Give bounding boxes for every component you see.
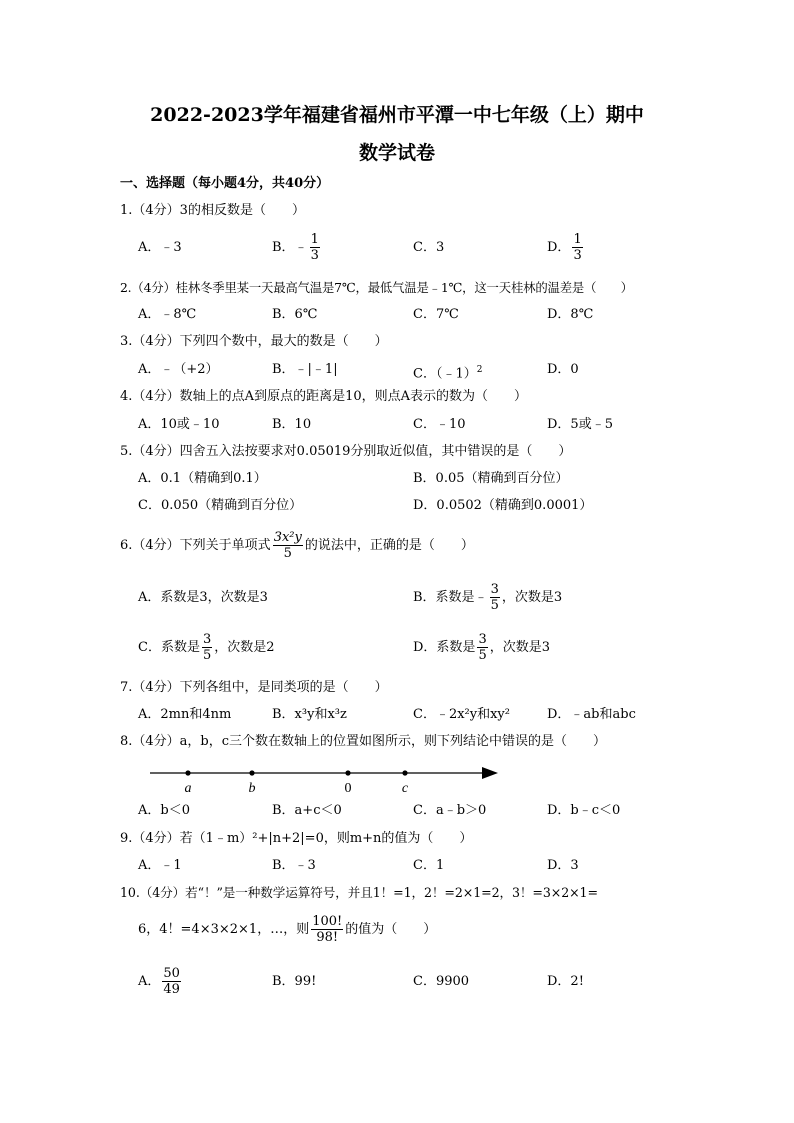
q6-option-b: B．系数是﹣ $\frac{3}{5}$ ，次数是3 (413, 582, 563, 613)
question-10-stem-line2: 6，4！=4×3×2×1，…，则 $\frac{100!}{98!}$ 的值为（ ） (138, 914, 437, 945)
q1-b-fraction: $\frac{1}{3}$ (310, 232, 319, 263)
q10-option-a: A． $\frac{50}{49}$ (138, 966, 180, 997)
q5-option-c: C．0.050（精确到百分位） (138, 498, 303, 513)
page-title: 2022-2023学年福建省福州市平潭一中七年级（上）期中 (150, 104, 644, 126)
q10-option-b: B．99! (272, 974, 317, 989)
q2-option-b: B．6℃ (272, 307, 318, 322)
question-9-stem: 9.（4分）若（1﹣m）²+|n+2|=0，则m+n的值为（ ） (120, 831, 473, 846)
q5-option-a: A．0.1（精确到0.1） (138, 471, 267, 486)
q4-option-b: B．10 (272, 417, 312, 432)
q10-option-d: D．2! (547, 974, 584, 989)
question-6-stem: 6.（4分）下列关于单项式 $\frac{\text{3x²y}}{5}$ 的说法中，正确的是（ ） (120, 530, 474, 561)
q4-option-d: D．5或﹣5 (547, 417, 613, 432)
q6-b-fraction: $\frac{3}{5}$ (490, 582, 499, 613)
q9-option-d: D．3 (547, 858, 579, 873)
q6-option-a: A．系数是3，次数是3 (138, 590, 268, 605)
q3-option-c: C．（﹣1）$^2$ (413, 365, 483, 382)
q8-option-d: D．b﹣c＜0 (547, 803, 621, 818)
label-c: c (401, 781, 409, 796)
q5-option-d: D．0.0502（精确到0.0001） (413, 498, 593, 513)
q10-factorial-fraction: $\frac{100!}{98!}$ (312, 914, 343, 945)
question-4-stem: 4.（4分）数轴上的点A到原点的距离是10，则点A表示的数为（ ） (120, 389, 527, 404)
q4-option-a: A．10或﹣10 (138, 417, 220, 432)
point-a (185, 770, 190, 775)
label-zero: 0 (344, 781, 352, 796)
point-c (402, 770, 407, 775)
q8-option-a: A．b＜0 (138, 803, 190, 818)
section-heading: 一、选择题（每小题4分，共40分） (120, 176, 330, 191)
q3-option-a: A．﹣（+2） (138, 362, 219, 377)
point-origin (345, 770, 350, 775)
question-8-stem: 8.（4分）a，b，c三个数在数轴上的位置如图所示，则下列结论中错误的是（ ） (120, 734, 607, 749)
q1-option-c: C．3 (413, 240, 445, 255)
q3-option-d: D．0 (547, 362, 579, 377)
number-line-arrow (482, 767, 498, 779)
q9-option-c: C．1 (413, 858, 445, 873)
q2-option-d: D．8℃ (547, 307, 594, 322)
number-line-figure (140, 760, 510, 796)
label-a: a (184, 781, 192, 796)
q3-option-b: B．﹣|﹣1| (272, 362, 338, 377)
q9-option-b: B．﹣3 (272, 858, 316, 873)
q5-option-b: B．0.05（精确到百分位） (413, 471, 569, 486)
q6-c-fraction: $\frac{3}{5}$ (202, 632, 212, 663)
question-10-stem-line1: 10.（4分）若“！”是一种数学运算符号，并且1！=1，2！=2×1=2，3！=3×2×1= (120, 885, 598, 900)
question-3-stem: 3.（4分）下列四个数中，最大的数是（ ） (120, 334, 388, 349)
question-5-stem: 5.（4分）四舍五入法按要求对0.05019分别取近似值，其中错误的是（ ） (120, 444, 572, 459)
question-2-stem: 2.（4分）桂林冬季里某一天最高气温是7℃，最低气温是﹣1℃，这一天桂林的温差是（ ） (120, 280, 633, 295)
q6-monomial-fraction: $\frac{\text{3x²y}}{5}$ (273, 530, 302, 561)
q2-option-a: A．﹣8℃ (138, 307, 197, 322)
q8-option-b: B．a+c＜0 (272, 803, 342, 818)
q7-option-c: C．﹣2x²y和xy² (413, 707, 510, 722)
q1-option-b: B．﹣ $\frac{1}{3}$ (272, 232, 319, 263)
q2-option-c: C．7℃ (413, 307, 459, 322)
q7-option-b: B．x³y和x³z (272, 707, 347, 722)
label-b: b (248, 781, 256, 796)
q1-option-a: A．﹣3 (138, 240, 182, 255)
q6-option-c: C．系数是 $\frac{3}{5}$ ，次数是2 (138, 632, 275, 663)
page-subtitle: 数学试卷 (358, 142, 435, 164)
q10-a-fraction: $\frac{50}{49}$ (163, 966, 180, 997)
q1-d-fraction: $\frac{1}{3}$ (573, 232, 582, 263)
q6-option-d: D．系数是 $\frac{3}{5}$ ，次数是3 (413, 632, 550, 663)
q10-option-c: C．9900 (413, 974, 470, 989)
point-b (249, 770, 254, 775)
q7-option-a: A．2mn和4nm (138, 707, 232, 722)
q6-d-fraction: $\frac{3}{5}$ (478, 632, 487, 663)
question-7-stem: 7.（4分）下列各组中，是同类项的是（ ） (120, 680, 388, 695)
question-1-stem: 1.（4分）3的相反数是（ ） (120, 203, 305, 218)
q4-option-c: C．﹣10 (413, 417, 466, 432)
q1-option-d: D． $\frac{1}{3}$ (547, 232, 582, 263)
q9-option-a: A．﹣1 (138, 858, 182, 873)
q7-option-d: D．﹣ab和abc (547, 707, 636, 722)
q8-option-c: C．a﹣b＞0 (413, 803, 487, 818)
